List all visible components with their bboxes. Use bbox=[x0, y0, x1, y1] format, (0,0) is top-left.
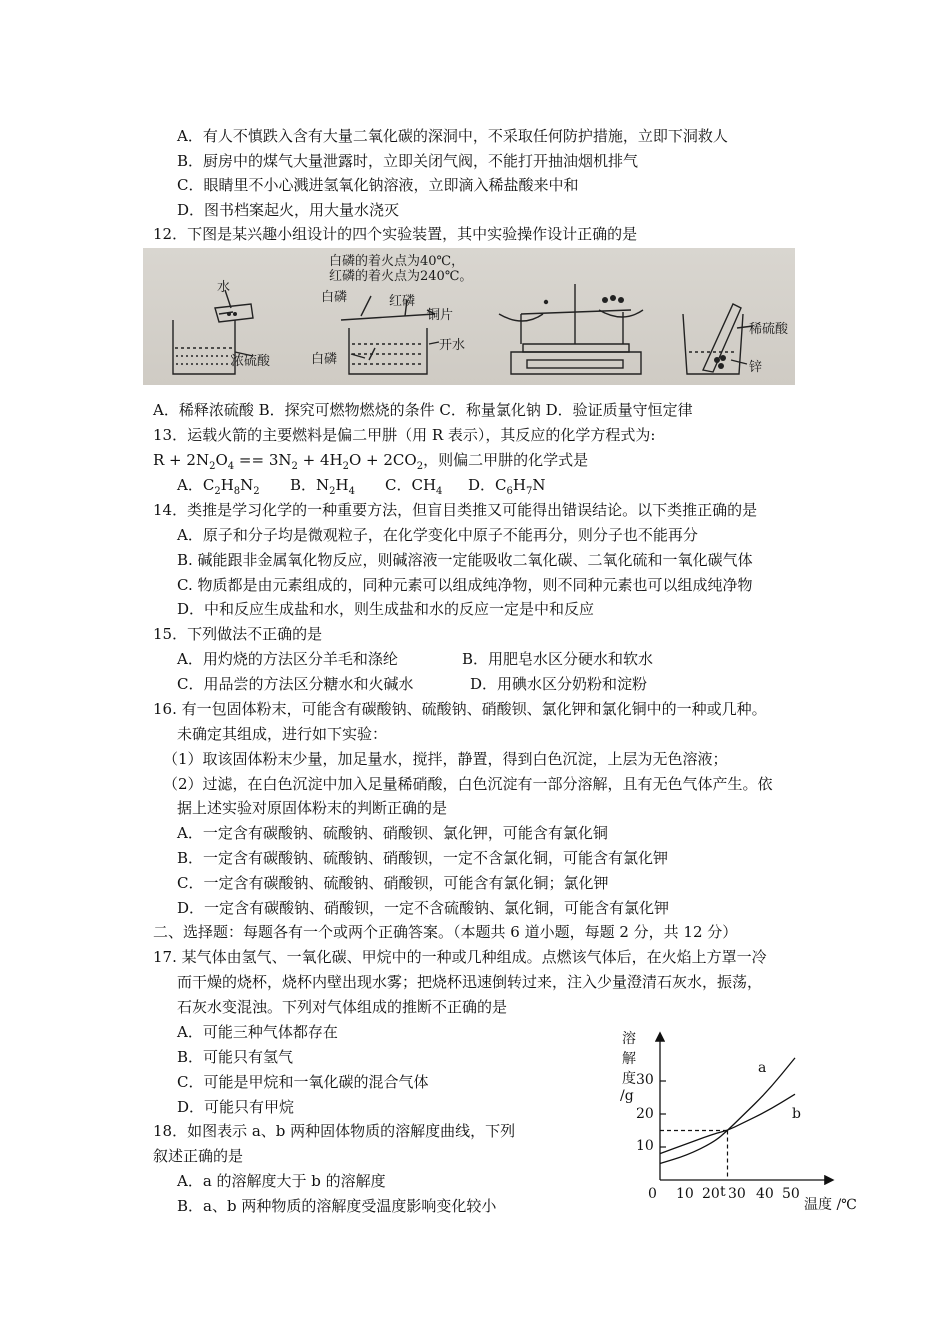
x-tick-0: 0 bbox=[648, 1186, 657, 1202]
x-tick-10: 10 bbox=[676, 1186, 694, 1202]
q18-option-b: B．a、b 两种物质的溶解度受温度影响变化较小 bbox=[177, 1197, 497, 1215]
y-label-char-3: 度 bbox=[622, 1071, 636, 1087]
x-tick-20: 20 bbox=[702, 1186, 720, 1202]
x-tick-40: 40 bbox=[756, 1186, 774, 1202]
section-2-heading: 二、选择题：每题各有一个或两个正确答案。（本题共 6 道小题，每题 2 分，共 12 分） bbox=[153, 923, 738, 941]
y-label-char-2: 解 bbox=[622, 1051, 636, 1067]
y-label-char-1: 溶 bbox=[622, 1031, 636, 1047]
q17-option-b: B．可能只有氢气 bbox=[177, 1048, 294, 1066]
q17-option-a: A．可能三种气体都存在 bbox=[177, 1023, 338, 1041]
q16-stem-1: 16. 有一包固体粉末，可能含有碳酸钠、硫酸钠、硝酸钡、氯化钾和氯化铜中的一种或几种。 bbox=[153, 700, 767, 718]
y-label-char-4: /g bbox=[620, 1088, 634, 1104]
label-ignition-note-2: 红磷的着火点为240℃。 bbox=[329, 269, 473, 284]
label-white-phosphorus-bottom: 白磷 bbox=[311, 352, 338, 367]
label-dilute-acid: 稀硫酸 bbox=[749, 322, 789, 337]
x-tick-t: t bbox=[720, 1184, 726, 1200]
q13-option-c: C．$CH_4$ bbox=[385, 476, 443, 497]
q16-option-d: D．一定含有碳酸钠、硝酸钡，一定不含硫酸钠、氯化铜，可能含有氯化钾 bbox=[177, 899, 670, 917]
q16-option-a: A．一定含有碳酸钠、硫酸钠、硝酸钡、氯化钾，可能含有氯化铜 bbox=[177, 824, 608, 842]
curve-a-label: a bbox=[758, 1060, 767, 1076]
q15-option-a: A．用灼烧的方法区分羊毛和涤纶 bbox=[177, 650, 398, 668]
q17-option-c: C．可能是甲烷和一氧化碳的混合气体 bbox=[177, 1073, 429, 1091]
q15-stem: 15．下列做法不正确的是 bbox=[153, 625, 323, 643]
q11-option-b: B．厨房中的煤气大量泄露时，立即关闭气阀，不能打开抽油烟机排气 bbox=[177, 152, 639, 170]
q13-option-b: B．$N_2H_4$ bbox=[290, 476, 355, 497]
q14-stem: 14．类推是学习化学的一种重要方法，但盲目类推又可能得出错误结论。以下类推正确的是 bbox=[153, 501, 758, 519]
q18-stem-1: 18．如图表示 a、b 两种固体物质的溶解度曲线，下列 bbox=[153, 1122, 516, 1140]
label-red-phosphorus: 红磷 bbox=[389, 294, 416, 309]
q17-stem-3: 石灰水变混浊。下列对气体组成的推断不正确的是 bbox=[177, 998, 508, 1016]
q11-option-d: D．图书档案起火，用大量水浇灭 bbox=[177, 201, 400, 219]
x-tick-50: 50 bbox=[782, 1186, 800, 1202]
q12-options: A．稀释浓硫酸 B．探究可燃物燃烧的条件 C．称量氯化钠 D．验证质量守恒定律 bbox=[153, 401, 693, 419]
curve-b-label: b bbox=[792, 1106, 801, 1122]
q12-stem: 12．下图是某兴趣小组设计的四个实验装置，其中实验操作设计正确的是 bbox=[153, 225, 638, 243]
label-water: 水 bbox=[217, 280, 231, 295]
q16-step-2-cont: 据上述实验对原固体粉末的判断正确的是 bbox=[177, 799, 448, 817]
q16-option-b: B．一定含有碳酸钠、硫酸钠、硝酸钡，一定不含氯化铜，可能含有氯化钾 bbox=[177, 849, 669, 867]
q14-option-d: D．中和反应生成盐和水，则生成盐和水的反应一定是中和反应 bbox=[177, 600, 595, 618]
q11-option-a: A．有人不慎跌入含有大量二氧化碳的深洞中，不采取任何防护措施，立即下洞救人 bbox=[177, 127, 728, 145]
q16-stem-2: 未确定其组成，进行如下实验： bbox=[177, 725, 388, 743]
q16-option-c: C．一定含有碳酸钠、硫酸钠、硝酸钡，可能含有氯化铜；氯化钾 bbox=[177, 874, 609, 892]
label-ignition-note-1: 白磷的着火点为40℃， bbox=[329, 254, 465, 269]
q18-option-a: A．a 的溶解度大于 b 的溶解度 bbox=[177, 1172, 386, 1190]
q17-stem-1: 17. 某气体由氢气、一氧化碳、甲烷中的一种或几种组成。点燃该气体后，在火焰上方罩一冷 bbox=[153, 948, 767, 966]
x-tick-30: 30 bbox=[728, 1186, 746, 1202]
q14-option-b: B. 碱能跟非金属氧化物反应，则碱溶液一定能吸收二氧化碳、二氧化硫和一氧化碳气体 bbox=[177, 551, 753, 569]
q15-option-b: B．用肥皂水区分硬水和软水 bbox=[462, 650, 654, 668]
y-tick-10: 10 bbox=[636, 1138, 654, 1154]
label-white-phosphorus-top: 白磷 bbox=[321, 290, 348, 305]
q17-option-d: D．可能只有甲烷 bbox=[177, 1098, 295, 1116]
label-conc-acid: 浓硫酸 bbox=[231, 354, 271, 369]
label-boiling-water: 开水 bbox=[439, 338, 466, 353]
q12-apparatus-photo bbox=[143, 248, 795, 385]
q13-option-d: D．$C_6H_7N$ bbox=[468, 476, 546, 497]
solubility-graph bbox=[600, 1020, 870, 1220]
q13-stem: 13．运载火箭的主要燃料是偏二甲肼（用 R 表示），其反应的化学方程式为: bbox=[153, 426, 656, 444]
q18-stem-2: 叙述正确的是 bbox=[153, 1147, 244, 1165]
y-tick-20: 20 bbox=[636, 1106, 654, 1122]
label-zinc: 锌 bbox=[749, 360, 763, 375]
label-copper: 铜片 bbox=[427, 308, 454, 323]
q11-option-c: C．眼睛里不小心溅进氢氧化钠溶液，立即滴入稀盐酸来中和 bbox=[177, 176, 579, 194]
q17-stem-2: 而干燥的烧杯，烧杯内壁出现水雾；把烧杯迅速倒转过来，注入少量澄清石灰水，振荡， bbox=[177, 973, 763, 991]
x-axis-label: 温度 /℃ bbox=[804, 1197, 857, 1213]
q14-option-c: C. 物质都是由元素组成的，同种元素可以组成纯净物，则不同种元素也可以组成纯净物 bbox=[177, 576, 753, 594]
y-tick-30: 30 bbox=[636, 1072, 654, 1088]
q15-option-c: C．用品尝的方法区分糖水和火碱水 bbox=[177, 675, 414, 693]
q13-option-a: A．$C_2H_8N_2$ bbox=[177, 476, 260, 497]
q14-option-a: A．原子和分子均是微观粒子，在化学变化中原子不能再分，则分子也不能再分 bbox=[177, 526, 698, 544]
q13-equation: $R + 2N_2O_4 == 3N_2 + 4H_2O + 2CO_2$，则偏二甲肼的化学式是 bbox=[153, 451, 589, 472]
q16-step-1: （1）取该固体粉末少量，加足量水，搅拌，静置，得到白色沉淀，上层为无色溶液； bbox=[163, 750, 728, 768]
q15-option-d: D．用碘水区分奶粉和淀粉 bbox=[470, 675, 648, 693]
q16-step-2: （2）过滤，在白色沉淀中加入足量稀硝酸，白色沉淀有一部分溶解，且有无色气体产生。依 bbox=[163, 775, 773, 793]
